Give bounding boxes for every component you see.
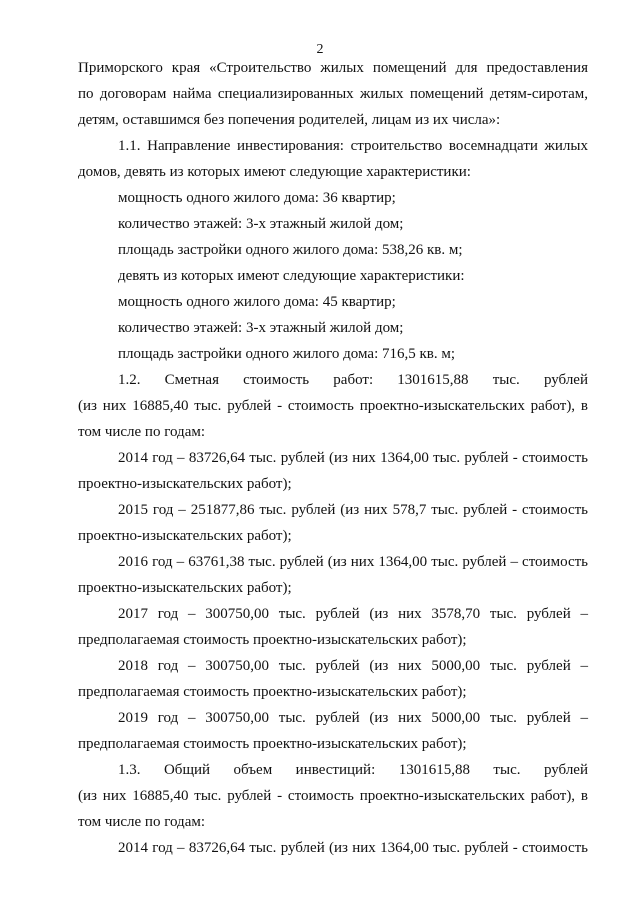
text-line: предполагаемая стоимость проектно-изыскательских работ); [78,684,467,700]
text-line: детям, оставшимся без попечения родителей, лицам из их числа»: [78,112,501,128]
text-line: количество этажей: 3-х этажный жилой дом; [118,216,404,232]
text-line: (из них 16885,40 тыс. рублей - стоимость проектно-изыскательских работ), в [78,788,588,804]
text-line: мощность одного жилого дома: 45 квартир; [118,294,396,310]
text-line: 2017 год – 300750,00 тыс. рублей (из них 3578,70 тыс. рублей – [118,606,588,622]
text-line: проектно-изыскательских работ); [78,580,292,596]
text-line: домов, девять из которых имеют следующие характеристики: [78,164,471,180]
text-line: том числе по годам: [78,814,206,830]
text-line: 1.3. Общий объем инвестиций: 1301615,88 тыс. рублей [118,762,588,778]
text-line: 2014 год – 83726,64 тыс. рублей (из них 1364,00 тыс. рублей - стоимость [118,450,588,466]
text-line: 2018 год – 300750,00 тыс. рублей (из них 5000,00 тыс. рублей – [118,658,588,674]
text-line: (из них 16885,40 тыс. рублей - стоимость проектно-изыскательских работ), в [78,398,588,414]
text-line: площадь застройки одного жилого дома: 716,5 кв. м; [118,346,456,362]
page-number: 2 [316,42,324,57]
text-line: 2014 год – 83726,64 тыс. рублей (из них 1364,00 тыс. рублей - стоимость [118,840,588,856]
text-line: 2015 год – 251877,86 тыс. рублей (из них 578,7 тыс. рублей - стоимость [118,502,588,518]
text-line: предполагаемая стоимость проектно-изыскательских работ); [78,632,467,648]
text-line: том числе по годам: [78,424,206,440]
text-line: проектно-изыскательских работ); [78,528,292,544]
text-line: проектно-изыскательских работ); [78,476,292,492]
text-line: 2019 год – 300750,00 тыс. рублей (из них 5000,00 тыс. рублей – [118,710,588,726]
text-line: 1.2. Сметная стоимость работ: 1301615,88 тыс. рублей [118,372,588,388]
text-line: по договорам найма специализированных жилых помещений детям-сиротам, [78,86,588,102]
text-line: предполагаемая стоимость проектно-изыскательских работ); [78,736,467,752]
text-line: 2016 год – 63761,38 тыс. рублей (из них 1364,00 тыс. рублей – стоимость [118,554,588,570]
text-line: количество этажей: 3-х этажный жилой дом; [118,320,404,336]
text-line: девять из которых имеют следующие характеристики: [118,268,465,284]
text-line: площадь застройки одного жилого дома: 538,26 кв. м; [118,242,463,258]
text-line: Приморского края «Строительство жилых помещений для предоставления [78,60,588,76]
text-line: 1.1. Направление инвестирования: строительство восемнадцати жилых [118,138,588,154]
text-line: мощность одного жилого дома: 36 квартир; [118,190,396,206]
